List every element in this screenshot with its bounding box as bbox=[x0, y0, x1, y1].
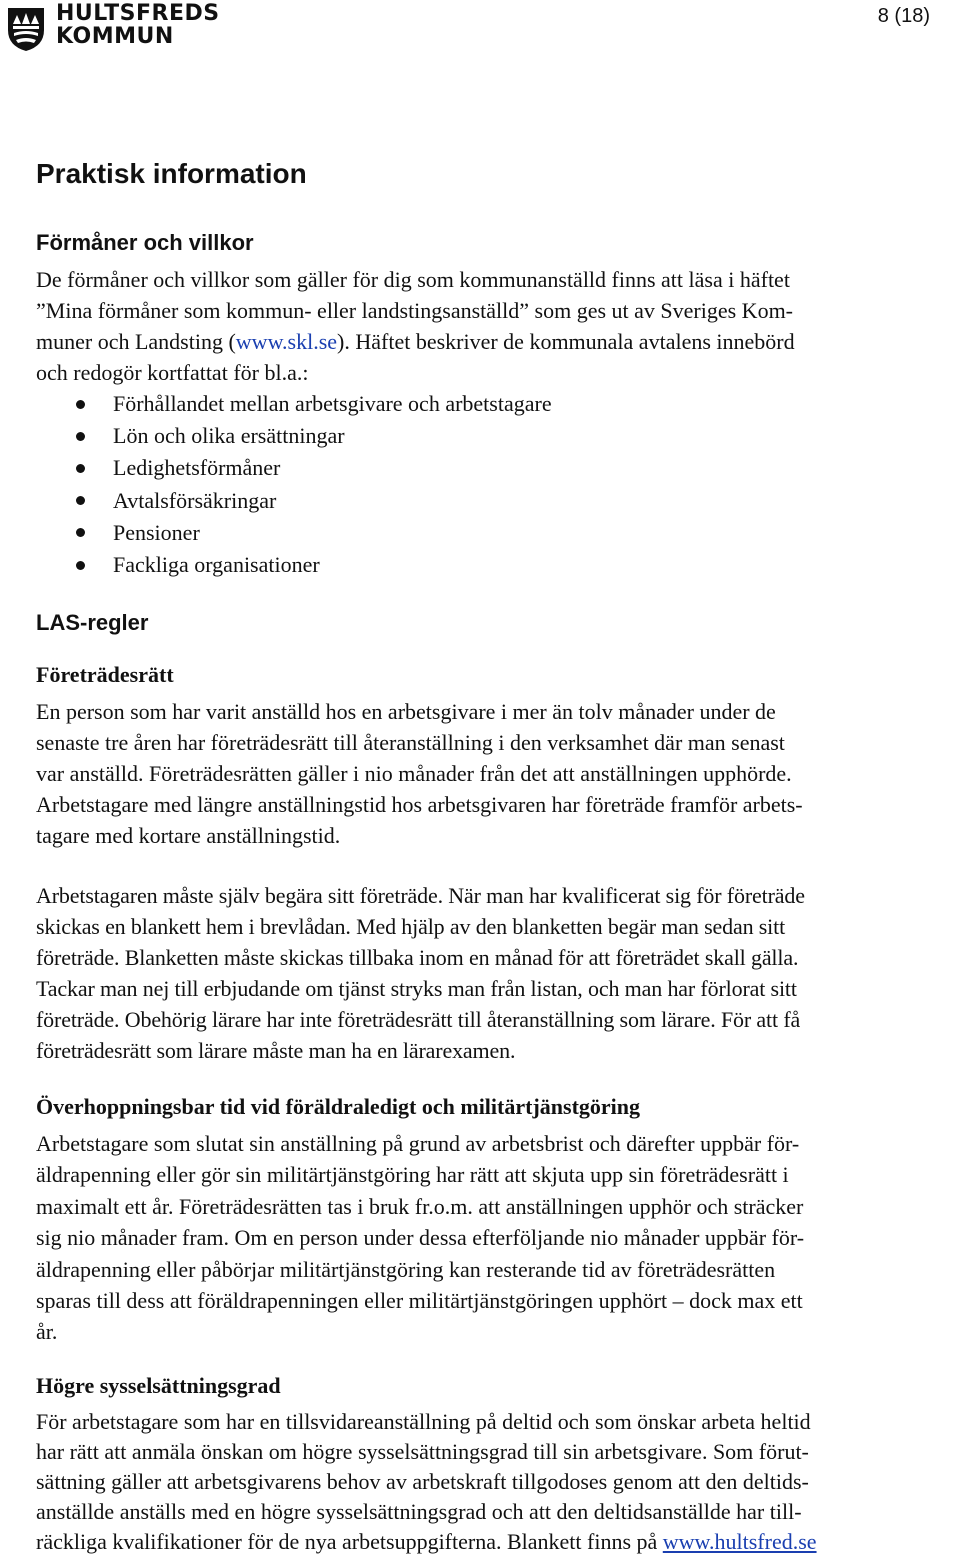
bullet-icon bbox=[76, 561, 85, 570]
overhoppning-paragraph bbox=[36, 1128, 804, 1348]
section-heading-las: LAS-regler bbox=[36, 610, 149, 635]
section-heading-formaner: Förmåner och villkor bbox=[36, 230, 254, 255]
logo-line-2: KOMMUN bbox=[56, 24, 174, 49]
list-item: Pensioner bbox=[76, 517, 552, 549]
text-line: var anställd. Företrädesrätten gäller i nio månader från det att anställningen upphörde. bbox=[36, 761, 792, 786]
skl-link[interactable]: www.skl.se bbox=[235, 329, 338, 354]
text-line: företrädesrätt som lärare måste man ha en lärarexamen. bbox=[36, 1038, 516, 1063]
text-line: anställde anställs med en högre sysselsättningsgrad och att den deltidsanställde har till- bbox=[36, 1499, 802, 1524]
text-line: har rätt att anmäla önskan om högre sysselsättningsgrad till sin arbetsgivare. Som förut- bbox=[36, 1439, 809, 1464]
hultsfred-link[interactable]: www.hultsfred.se bbox=[662, 1529, 817, 1554]
page-number: 8 (18) bbox=[877, 5, 930, 27]
text-line: äldrapenning eller gör sin militärtjänstgöring har rätt att skjuta upp sin företrädesrätt i bbox=[36, 1162, 789, 1188]
text-line: företräde. Obehörig lärare har inte företrädesrätt till återanställning som lärare. För att få bbox=[36, 1007, 801, 1032]
text-line: skickas en blankett hem i brevlådan. Med hjälp av den blanketten begär man sedan sitt bbox=[36, 914, 786, 939]
text-line: sparas till dess att föräldrapenningen eller militärtjänstgöringen upphört – dock max ett bbox=[36, 1287, 803, 1313]
subheading-foretradesratt: Företrädesrätt bbox=[36, 662, 174, 687]
text-line: tagare med kortare anställningstid. bbox=[36, 823, 341, 848]
las-paragraph-2 bbox=[36, 880, 805, 1066]
municipal-crest-icon bbox=[4, 2, 48, 52]
text-line: En person som har varit anställd hos en arbetsgivare i mer än tolv månader under de bbox=[36, 699, 776, 724]
list-item: Avtalsförsäkringar bbox=[76, 485, 552, 517]
list-item: Förhållandet mellan arbetsgivare och arbetstagare bbox=[76, 388, 552, 420]
subheading-overhoppningsbar-tid: Överhoppningsbar tid vid föräldraledigt och militärtjänstgöring bbox=[36, 1094, 641, 1119]
text-line: Arbetstagaren måste själv begära sitt företräde. När man har kvalificerat sig för företräde bbox=[36, 883, 805, 908]
text-line: För arbetstagare som har en tillsvidareanställning på deltid och som önskar arbeta heltid bbox=[36, 1409, 811, 1434]
text-line: äldrapenning eller påbörjar militärtjänstgöring kan resterande tid av företrädesrätten bbox=[36, 1256, 776, 1282]
text-line: muner och Landsting (www.skl.se). Häftet beskriver de kommunala avtalens innebörd bbox=[36, 329, 795, 354]
formaner-paragraph bbox=[36, 264, 795, 388]
text-line: sättning gäller att arbetsgivarens behov av arbetskraft tillgodoses genom att den deltids- bbox=[36, 1469, 809, 1494]
list-item: Ledighetsförmåner bbox=[76, 452, 552, 484]
text-line: maximalt ett år. Företrädesrätten tas i bruk fr.o.m. att anställningen upphör och sträcker bbox=[36, 1193, 804, 1219]
text-line: år. bbox=[36, 1319, 58, 1345]
bullet-icon bbox=[76, 400, 85, 409]
page-title: Praktisk information bbox=[36, 158, 307, 189]
list-item: Lön och olika ersättningar bbox=[76, 420, 552, 452]
text-line: och redogör kortfattat för bl.a.: bbox=[36, 360, 309, 385]
text-line: Tackar man nej till erbjudande om tjänst stryks man från listan, och man har förlorat sitt bbox=[36, 976, 797, 1001]
las-paragraph-1 bbox=[36, 696, 803, 851]
list-item: Fackliga organisationer bbox=[76, 549, 552, 581]
text-line: Arbetstagare som slutat sin anställning på grund av arbetsbrist och därefter uppbär för- bbox=[36, 1131, 800, 1156]
text-line: Arbetstagare med längre anställningstid hos arbetsgivaren har företräde framför arbets- bbox=[36, 792, 803, 817]
bullet-icon bbox=[76, 528, 85, 537]
benefits-list bbox=[76, 388, 552, 581]
logo-line-1: HULTSFREDS bbox=[56, 1, 220, 26]
text-line: De förmåner och villkor som gäller för dig som kommunanställd finns att läsa i häftet bbox=[36, 267, 790, 292]
text-line: företräde. Blanketten måste skickas tillbaka inom en månad för att företrädet skall gälla. bbox=[36, 945, 799, 970]
hogre-paragraph bbox=[36, 1407, 817, 1557]
subheading-hogre-sysselsattningsgrad: Högre sysselsättningsgrad bbox=[36, 1373, 281, 1398]
bullet-icon bbox=[76, 432, 85, 441]
bullet-icon bbox=[76, 496, 85, 505]
text-line: sig nio månader fram. Om en person under dessa efterföljande nio månader uppbär för- bbox=[36, 1225, 805, 1251]
bullet-icon bbox=[76, 464, 85, 473]
text-line: senaste tre åren har företrädesrätt till återanställning i den verksamhet där man senast bbox=[36, 730, 785, 755]
text-line: ”Mina förmåner som kommun- eller landstingsanställd” som ges ut av Sveriges Kom- bbox=[36, 298, 794, 323]
text-line: räckliga kvalifikationer för de nya arbetsuppgifterna. Blankett finns på www.hultsfred.se bbox=[36, 1529, 817, 1554]
municipality-logo bbox=[4, 2, 220, 52]
